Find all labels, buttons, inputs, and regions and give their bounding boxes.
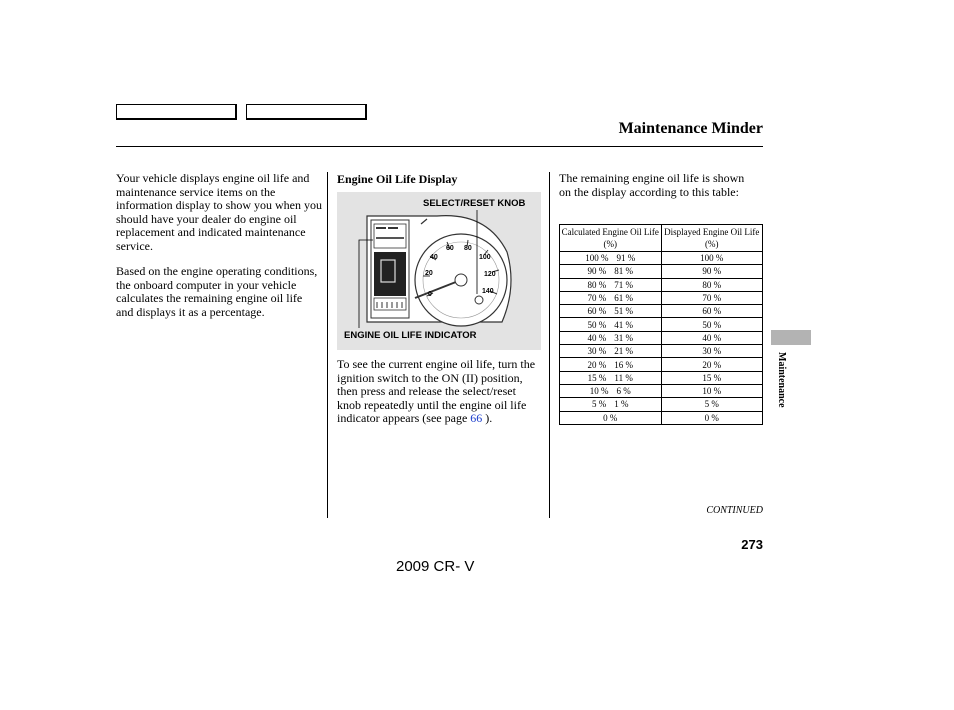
calculated-cell — [560, 398, 662, 411]
displayed-cell: 100 % — [661, 252, 763, 265]
column-divider-2 — [549, 172, 550, 518]
gauge-number: 80 — [464, 245, 472, 252]
gauge-number: 0 — [428, 291, 432, 298]
calculated-lower: 6 % — [616, 386, 631, 397]
displayed-cell: 30 % — [661, 345, 763, 358]
oil-life-table — [559, 224, 763, 425]
calculated-upper: 50 % — [587, 319, 607, 330]
displayed-cell: 60 % — [661, 305, 763, 318]
calculated-cell — [560, 331, 662, 344]
calculated-upper: 40 % — [587, 332, 607, 343]
calculated-cell — [560, 358, 662, 371]
calculated-upper: 60 % — [587, 306, 607, 317]
calculated-lower: 91 % — [616, 253, 636, 264]
column-header-displayed: Displayed Engine Oil Life (%) — [661, 225, 763, 252]
calculated-lower: 81 % — [614, 266, 633, 277]
calculated-lower: 71 % — [614, 279, 633, 290]
calculated-cell — [560, 345, 662, 358]
gauge-number: 100 — [479, 254, 491, 261]
page-reference-link[interactable]: 66 — [470, 411, 483, 425]
calculated-upper: 10 % — [589, 386, 609, 397]
model-label: 2009 CR- V — [396, 558, 475, 575]
calculated-lower: 21 % — [614, 346, 633, 357]
calculated-upper: 30 % — [587, 346, 607, 357]
nav-button-index[interactable] — [246, 104, 367, 120]
table-row — [560, 411, 763, 424]
instrument-cluster-diagram — [337, 192, 541, 350]
calculated-upper: 15 % — [587, 372, 607, 383]
select-reset-knob-label: SELECT/RESET KNOB — [423, 198, 526, 209]
calculated-cell — [560, 252, 662, 265]
table-intro-paragraph: The remaining engine oil life is shown on the display according to this table: — [559, 171, 745, 199]
page-title: Maintenance Minder — [618, 120, 763, 137]
table-row — [560, 278, 763, 291]
section-tab-label: Maintenance — [776, 352, 787, 408]
calculated-lower: 1 % — [614, 399, 629, 410]
calculated-upper: 20 % — [587, 359, 607, 370]
calculated-cell — [560, 318, 662, 331]
table-row — [560, 358, 763, 371]
calculated-lower: 41 % — [614, 319, 633, 330]
calculated-cell — [560, 305, 662, 318]
section-heading: Engine Oil Life Display — [337, 172, 458, 186]
calculated-lower: 11 % — [614, 372, 633, 383]
intro-paragraph: Your vehicle displays engine oil life and maintenance service items on the information display to show you when you should have your dealer do engine oil replacement and indicated maintenance service. — [116, 171, 322, 253]
calculated-cell — [560, 371, 662, 384]
table-row — [560, 384, 763, 397]
displayed-cell: 90 % — [661, 265, 763, 278]
table-row — [560, 398, 763, 411]
calculated-upper: 70 % — [587, 293, 607, 304]
calculated-cell — [560, 291, 662, 304]
section-tab[interactable] — [771, 330, 811, 345]
calculated-lower: 61 % — [614, 293, 633, 304]
calculated-upper: 100 % — [585, 253, 609, 264]
displayed-cell: 40 % — [661, 331, 763, 344]
displayed-cell: 15 % — [661, 371, 763, 384]
displayed-cell: 70 % — [661, 291, 763, 304]
table-row — [560, 305, 763, 318]
calculated-upper: 0 % — [603, 412, 618, 423]
calculated-lower: 16 % — [614, 359, 633, 370]
gauge-number: 120 — [484, 271, 496, 278]
calculated-upper: 5 % — [592, 399, 607, 410]
column-divider-1 — [327, 172, 328, 518]
calculated-lower: 31 % — [614, 332, 633, 343]
gauge-number: 60 — [446, 245, 454, 252]
gauge-number: 140 — [482, 288, 494, 295]
calculated-cell — [560, 411, 662, 424]
table-row — [560, 331, 763, 344]
gauge-number: 40 — [430, 254, 438, 261]
table-row — [560, 265, 763, 278]
displayed-cell: 0 % — [661, 411, 763, 424]
calculated-cell — [560, 278, 662, 291]
calculated-cell — [560, 265, 662, 278]
table-row — [560, 371, 763, 384]
continued-label: CONTINUED — [706, 505, 763, 516]
nav-button-contents[interactable] — [116, 104, 237, 120]
calculated-cell — [560, 384, 662, 397]
calculation-paragraph: Based on the engine operating conditions, the onboard computer in your vehicle calculates the remaining engine oil life and displays it as a percentage. — [116, 264, 318, 319]
calculated-lower: 51 % — [614, 306, 633, 317]
calculated-upper: 90 % — [587, 266, 607, 277]
column-header-calculated: Calculated Engine Oil Life (%) — [560, 225, 662, 252]
instruction-paragraph: To see the current engine oil life, turn the ignition switch to the ON (II) position, then press and release the select/reset knob repeatedly until the engine oil life indicator appears (see page 66 ). — [337, 357, 536, 425]
table-row — [560, 318, 763, 331]
gauge-illustration — [337, 192, 541, 350]
gauge-number: 20 — [425, 270, 433, 277]
table-row — [560, 291, 763, 304]
title-divider — [116, 146, 763, 147]
displayed-cell: 50 % — [661, 318, 763, 331]
calculated-upper: 80 % — [587, 279, 607, 290]
displayed-cell: 10 % — [661, 384, 763, 397]
displayed-cell: 80 % — [661, 278, 763, 291]
displayed-cell: 20 % — [661, 358, 763, 371]
page-number: 273 — [741, 537, 763, 552]
engine-oil-life-indicator-label: ENGINE OIL LIFE INDICATOR — [344, 330, 477, 341]
table-row — [560, 345, 763, 358]
displayed-cell: 5 % — [661, 398, 763, 411]
table-row — [560, 252, 763, 265]
